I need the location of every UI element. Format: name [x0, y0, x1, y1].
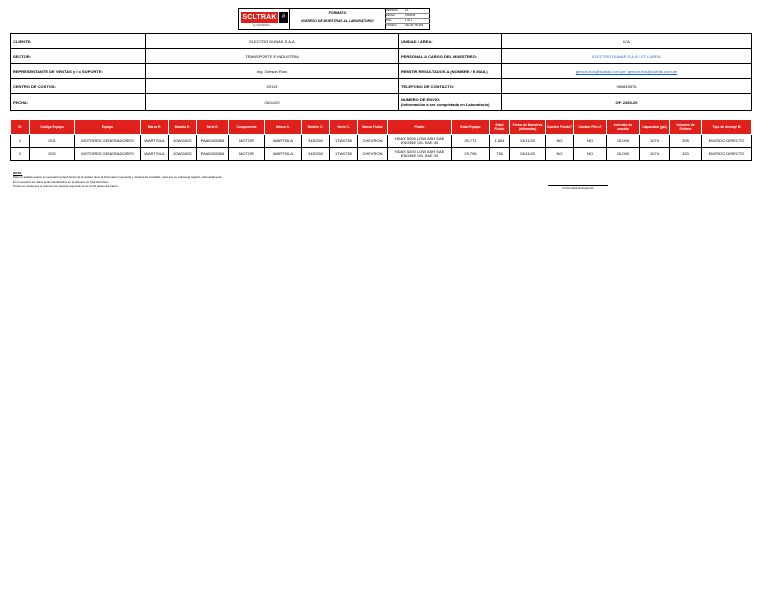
- table-cell[interactable]: WARTSILA: [141, 135, 169, 148]
- col-header: Modelo C.: [302, 120, 330, 135]
- note-line: Para un análisis exacto es necesaria la descripción de la unidad, favor la información requerida y mantenerla invariable, para que se mantenga registro, adecuadamente.: [13, 175, 223, 180]
- table-cell[interactable]: PAAE265365: [197, 135, 229, 148]
- fecha-label: FECHA:: [11, 94, 146, 111]
- centro-label: CENTRO DE COSTOS:: [11, 79, 146, 94]
- logo-mark: #: [279, 12, 288, 23]
- table-cell[interactable]: 34SG50: [302, 148, 330, 161]
- table-cell[interactable]: 395: [670, 135, 702, 148]
- form-type: FORMATO: [328, 11, 347, 15]
- envio-label: [399, 94, 502, 111]
- col-header: Marca Fluido: [358, 120, 388, 135]
- client-info-table: [10, 33, 752, 111]
- table-cell[interactable]: WARTSILA: [141, 148, 169, 161]
- envio-value[interactable]: OF. 2453-20: [502, 94, 752, 111]
- table-cell[interactable]: 1: [11, 135, 30, 148]
- table-cell[interactable]: 15,000: [607, 148, 640, 161]
- table-cell[interactable]: 320: [670, 148, 702, 161]
- rep-value[interactable]: Ing. Gerson Ríos: [146, 64, 399, 79]
- table-cell[interactable]: G02: [30, 148, 75, 161]
- col-header: Código Equipo: [30, 120, 75, 135]
- col-header: Serie E.: [197, 120, 229, 135]
- table-cell[interactable]: NO: [546, 135, 574, 148]
- reception-signature-line: Conformidad de Recepción: [548, 185, 608, 190]
- table-cell[interactable]: 15,000: [607, 135, 640, 148]
- table-cell[interactable]: PAAE265366: [197, 148, 229, 161]
- table-cell[interactable]: 1074: [640, 148, 670, 161]
- telefono-value[interactable]: 959849576: [502, 79, 752, 94]
- table-cell[interactable]: G01: [30, 135, 75, 148]
- table-cell[interactable]: CHEVRON: [358, 135, 388, 148]
- meta-row: CODIGO SIG-ST-TR-005: [386, 24, 424, 27]
- logo-sub: by SOCIEDAD: [253, 24, 270, 27]
- table-cell[interactable]: WARTSILA: [265, 148, 302, 161]
- table-cell[interactable]: NO: [574, 135, 607, 148]
- envio-label-text: NUMERO DE ENVIO:: [401, 97, 441, 102]
- table-cell[interactable]: HDAX 5200 LOW ASH SAE ENGINE OIL SAE 40: [388, 135, 452, 148]
- meta-row: PÁG 1 de 1: [385, 19, 430, 24]
- rep-label: REPRESENTANTE DE VENTAS y / o SOPORTE:: [11, 64, 146, 79]
- remitir-label: REMITIR RESULTADOS A (NOMBRE / E.MAIL): [399, 64, 502, 79]
- meta-row: FECHA 15/03/19: [385, 14, 430, 19]
- table-cell[interactable]: MOTOR: [229, 148, 265, 161]
- table-row: [11, 148, 752, 161]
- personal-value[interactable]: ELECTRO DUNAS S.A.A / CT LUREN: [502, 49, 752, 64]
- remitir-email-link[interactable]: gerson.rios@scltrak.com.pe; gerson.rios@scltrak.com.pe: [502, 64, 752, 79]
- table-cell[interactable]: 2: [11, 148, 30, 161]
- table-cell[interactable]: EMITIDO DIRECTO: [702, 135, 752, 148]
- envio-label-sub: (Información a ser completada en Laboratorio): [401, 102, 490, 107]
- table-cell[interactable]: CHEVRON: [358, 148, 388, 161]
- col-header: Capacidad (gal): [640, 120, 670, 135]
- table-cell[interactable]: 34SG50: [302, 135, 330, 148]
- col-header: Equipo: [75, 120, 141, 135]
- table-cell[interactable]: MOTOR: [229, 135, 265, 148]
- col-header: Intervalo de cambio: [607, 120, 640, 135]
- col-header: Tipo de drenaje M: [702, 120, 752, 135]
- table-row: [11, 135, 752, 148]
- table-cell[interactable]: 1,454: [490, 135, 510, 148]
- meta-row: VERSION 01: [385, 9, 430, 14]
- unidad-value[interactable]: ICA: [502, 34, 752, 49]
- table-cell[interactable]: 736: [490, 148, 510, 161]
- fecha-value[interactable]: 26/11/20: [146, 94, 399, 111]
- table-cell[interactable]: 19/11/20: [510, 135, 546, 148]
- table-cell[interactable]: WARTSILA: [265, 135, 302, 148]
- col-header: Marca E.: [141, 120, 169, 135]
- table-cell[interactable]: 20W34SG: [169, 148, 197, 161]
- logo-text: SCLTRAK: [242, 14, 277, 21]
- col-header: ID: [11, 120, 30, 135]
- col-header: Volumen de Relleno: [670, 120, 702, 135]
- table-cell[interactable]: MOTORES GENERADORES: [75, 148, 141, 161]
- col-header: Marca C.: [265, 120, 302, 135]
- sector-value[interactable]: TRANSPORTE E INDUSTRIA: [146, 49, 399, 64]
- notes-title: NOTA:: [13, 171, 23, 175]
- table-cell[interactable]: NO: [546, 148, 574, 161]
- table-header-row: [11, 120, 752, 135]
- unidad-label: UNIDAD / ÁREA:: [399, 34, 502, 49]
- table-cell[interactable]: MOTORES GENERADORES: [75, 135, 141, 148]
- table-cell[interactable]: 17W0750: [330, 148, 358, 161]
- header-title-box: [289, 9, 386, 29]
- table-cell[interactable]: 30,771: [452, 135, 490, 148]
- table-cell[interactable]: EMITIDO DIRECTO: [702, 148, 752, 161]
- col-header: Cambio Filtro?: [574, 120, 607, 135]
- sector-label: SECTOR:: [11, 49, 146, 64]
- col-header: Modelo E.: [169, 120, 197, 135]
- cliente-value[interactable]: ELECTRO DUNAS S.A.A: [146, 34, 399, 49]
- col-header: Cambio Fluido?: [546, 120, 574, 135]
- table-cell[interactable]: NO: [574, 148, 607, 161]
- table-cell[interactable]: 29,796: [452, 148, 490, 161]
- table-cell[interactable]: 1074: [640, 135, 670, 148]
- cliente-label: CLIENTE:: [11, 34, 146, 49]
- company-logo: [241, 12, 287, 27]
- col-header: Componente: [229, 120, 265, 135]
- col-header: Serie C.: [330, 120, 358, 135]
- notes-section: [13, 171, 343, 188]
- table-cell[interactable]: 20W34SG: [169, 135, 197, 148]
- col-header: Fecha de Muestreo (dd/mm/aa): [510, 120, 546, 135]
- col-header: Edad Fluido: [490, 120, 510, 135]
- document-header: [238, 8, 430, 30]
- col-header: Fluido: [388, 120, 452, 135]
- note-line: En lo sucesivo los datos serán identificados en la etiqueta y/o hoja del frasco.: [13, 179, 109, 184]
- table-cell[interactable]: 17W0750: [330, 135, 358, 148]
- header-meta: [385, 9, 430, 29]
- table-cell[interactable]: HDAX 5200 LOW ASH SAE ENGINE OIL SAE 40: [388, 148, 452, 161]
- note-line: Tomar en cuenta que el volumen de muestra requerido es de la 3/4 partes del frasco.: [13, 183, 119, 188]
- centro-value[interactable]: 20113: [146, 79, 399, 94]
- form-title: INGRESO DE MUESTRAS AL LABORATORIO: [301, 19, 374, 23]
- col-header: Edad Equipo: [452, 120, 490, 135]
- telefono-label: TELEFONO DE CONTACTO:: [399, 79, 502, 94]
- table-cell[interactable]: 19/11/20: [510, 148, 546, 161]
- personal-label: PERSONAL A CARGO DEL MUESTREO:: [399, 49, 502, 64]
- samples-table: [10, 119, 752, 161]
